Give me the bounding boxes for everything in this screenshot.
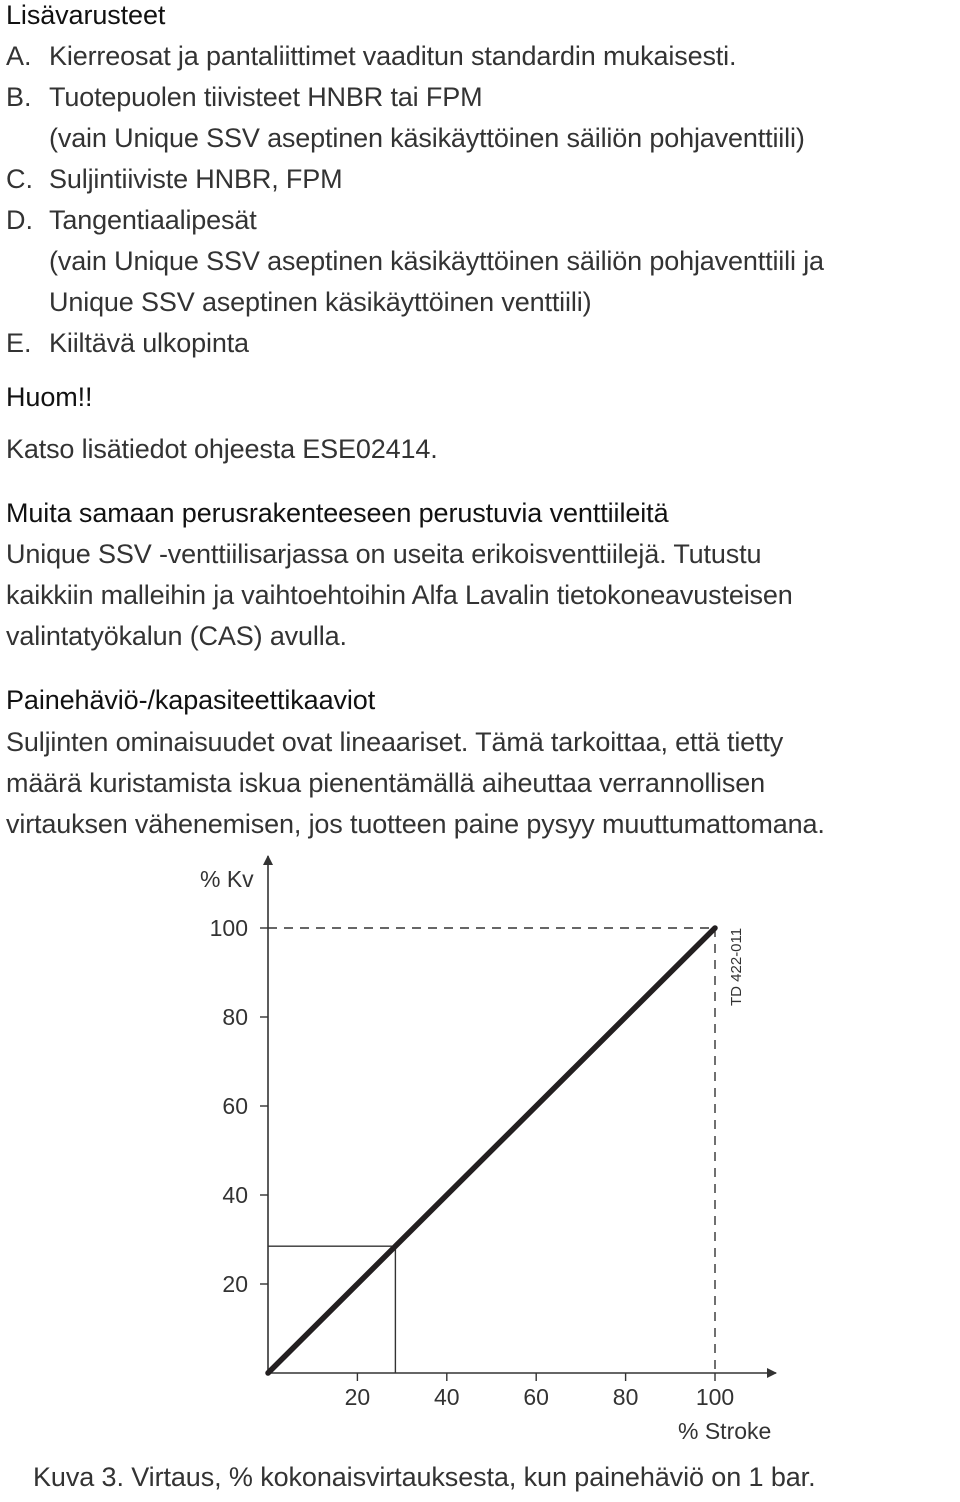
x-tick-label: 40 (434, 1384, 460, 1410)
y-tick-label: 60 (222, 1093, 248, 1119)
paragraph-line: valintatyökalun (CAS) avulla. (6, 621, 347, 651)
x-tick-label: 100 (695, 1384, 735, 1410)
x-axis-label: % Stroke (678, 1418, 772, 1444)
figure-caption: Kuva 3. Virtaus, % kokonaisvirtauksesta, kun painehäviö on 1 bar. (33, 1462, 816, 1492)
paragraph-line: Unique SSV -venttiilisarjassa on useita erikoisventtiilejä. Tutustu (6, 539, 762, 569)
list-item-text: Kierreosat ja pantaliittimet vaaditun standardin mukaisesti. (49, 41, 737, 71)
y-tick-label: 100 (209, 915, 248, 941)
paragraph-line: määrä kuristamista iskua pienentämällä aiheuttaa verrannollisen (6, 768, 765, 798)
list-item-text: Suljintiiviste HNBR, FPM (49, 164, 343, 194)
list-item-text: (vain Unique SSV aseptinen käsikäyttöinen säiliön pohjaventtiili) (49, 123, 805, 153)
drawing-code: TD 422-011 (728, 927, 745, 1006)
paragraph-line: kaikkiin malleihin ja vaihtoehtoihin Alfa Lavalin tietokoneavusteisen (6, 580, 793, 610)
list-item-text: Tuotepuolen tiivisteet HNBR tai FPM (49, 82, 483, 112)
list-marker: C. (6, 164, 33, 194)
y-axis-label: % Kv (200, 866, 254, 892)
x-tick-label: 20 (344, 1384, 371, 1410)
list-marker: B. (6, 82, 32, 112)
y-tick-label: 20 (222, 1271, 248, 1297)
list-marker: E. (6, 328, 32, 358)
y-ticks (210, 915, 268, 1297)
list-item-text: Unique SSV aseptinen käsikäyttöinen venttiili) (49, 287, 592, 317)
list-item-text: (vain Unique SSV aseptinen käsikäyttöinen säiliön pohjaventtiili ja (49, 246, 824, 276)
pressure-drop-heading: Painehäviö-/kapasiteettikaaviot (6, 685, 376, 715)
list-marker: D. (6, 205, 33, 235)
note-heading: Huom!! (6, 382, 93, 412)
list-item-text: Tangentiaalipesät (49, 205, 257, 235)
accessories-heading: Lisävarusteet (6, 0, 166, 30)
list-marker: A. (6, 41, 32, 71)
x-ticks (345, 1373, 735, 1410)
note-text: Katso lisätiedot ohjeesta ESE02414. (6, 434, 438, 464)
series-line (268, 928, 715, 1373)
other-valves-heading: Muita samaan perusrakenteeseen perustuvia venttiileitä (6, 498, 669, 528)
y-tick-label: 80 (222, 1004, 248, 1030)
series-group (268, 928, 715, 1373)
x-tick-label: 60 (523, 1384, 549, 1410)
list-item-text: Kiiltävä ulkopinta (49, 328, 249, 358)
flow-chart (0, 850, 960, 1462)
y-tick-label: 40 (222, 1182, 248, 1208)
paragraph-line: Suljinten ominaisuudet ovat lineaariset. Tämä tarkoittaa, että tietty (6, 727, 784, 757)
x-tick-label: 80 (612, 1384, 639, 1410)
paragraph-line: virtauksen vähenemisen, jos tuotteen paine pysyy muuttumattomana. (6, 809, 825, 839)
